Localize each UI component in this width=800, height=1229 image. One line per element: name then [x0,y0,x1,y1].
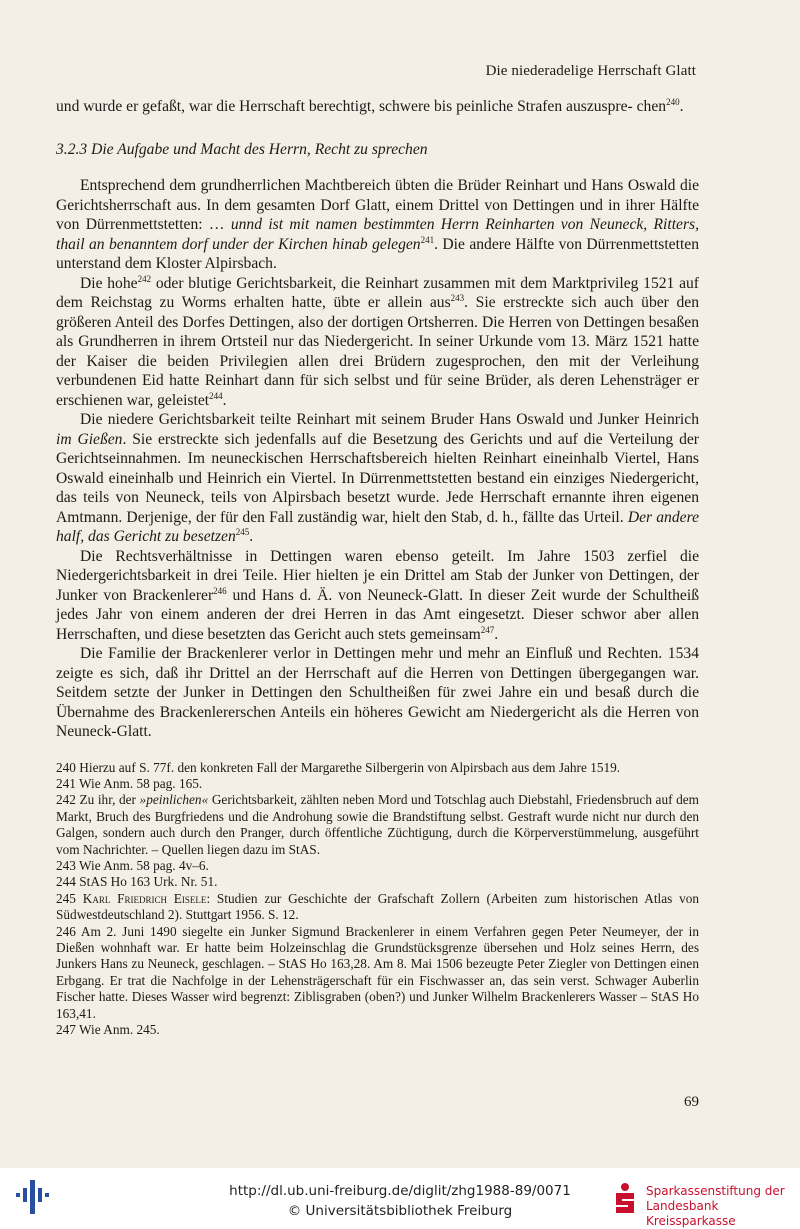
permalink-url[interactable]: http://dl.ub.uni-freiburg.de/diglit/zhg1988-89/0071 [229,1183,571,1199]
section-heading: 3.2.3 Die Aufgabe und Macht des Herrn, Recht zu sprechen [56,140,428,158]
viewer-footer [0,1168,800,1226]
sponsor-text: Sparkassenstiftung der Landesbank Kreissparkasse [646,1184,785,1228]
footnote-ref-247[interactable]: 247 [480,624,495,635]
footnote-243: 243 Wie Anm. 58 pag. 4v–6. [56,857,209,873]
author-name: Karl Friedrich Eisele [82,890,207,906]
footnote-ref-244[interactable]: 244 [209,390,223,401]
paragraph-continuation: und wurde er gefaßt, war die Herrschaft berechtigt, schwere bis peinliche Strafen auszuspre- chen$^{240}$. [56,97,684,115]
quote-italic: unnd ist mit namen bestimmten Herrn Reinharten von Neuneck, Ritters, thail an benanntem dorf under der Kirchen hinab gelegen [56,216,699,253]
copyright-notice: © Universitätsbibliothek Freiburg [287,1203,513,1219]
footnote-245: 245 Karl Friedrich Eisele: Studien zur Geschichte der Grafschaft Zollern (Arbeiten zum historischen Atlas von Südwestdeutschland 2). Stuttgart 1956. S. 12. [56,890,700,923]
paragraph-3: Die niedere Gerichtsbarkeit teilte Reinhart mit seinem Bruder Hans Oswald und Junker Heinrich im Gießen. Sie erstreckte sich jedenfalls auf die Besetzung des Gerichts und auf die Verteilung der Gerichtseinnahmen. Im neuneckischen Herrschaftsbereich hielten Reinhart eineinhalb Viertel, Hans Oswald eineinhalb und Heinrich ein Viertel. In Dürrenmettstetten bestand ein einziges Niedergericht, das teils von Neuneck, teils von Alpirsbach besetzt wurde. Jede Herrschaft ernannte ihren eigenen Amtmann. Derjenige, der für den Fall zuständig war, hielt den Stab, d. h., fällte das Urteil. Der andere half, das Gericht zu besetzen$^{245}$. [56,411,699,545]
page-number: 69 [684,1094,699,1110]
footnote-246: 246 Am 2. Juni 1490 siegelte ein Junker Sigmund Brackenlerer in einem Verfahren gegen Peter Neumeyer, der in Dießen wohnhaft war. Er hatte beim Holzeinschlag die Grundstücksgrenze übersehen und Holz seines Herrn, des Junkers Hans zu Neuneck, geschlagen. – StAS Ho 163,28. Am 8. Mai 1506 bezeugte Peter Ziegler von Dettingen einen Erbgang. Er trat die Nachfolge in der Lehensträgerschaft für ein Fischwasser an, das sein verst. Schwager Auberlin Fischer hatte. Dieses Wasser wird begrenzt: Ziblisgraben (oben?) und Junker Wilhelm Brackenlerers Wasser – StAS Ho 163,41. [56,923,699,1021]
paragraph-5: Die Familie der Brackenlerer verlor in Dettingen mehr und mehr an Einfluß und Rechten. 1534 zeigte es sich, daß ihr Drittel an der Herrschaft auf die Herren von Dettingen übergegangen war. Seitdem setzte der Junker in Dettingen den Schultheißen für zwei Jahre ein und besaß durch die Übernahme des Brackenlererschen Anteils ein höheres Gewicht am Niedergericht als die Herren von Neuneck-Glatt. [56,645,699,740]
paragraph-4: Die Rechtsverhältnisse in Dettingen waren ebenso geteilt. Im Jahre 1503 zerfiel die Niedergerichtsbarkeit in drei Teile. Hier hielten je ein Drittel am Stab der Junker von Dettingen, der Junker von Brackenlerer$^{246}$ und Hans d. Ä. von Neuneck-Glatt. In dieser Zeit wurde der Schultheiß jedes Jahr von einem anderen der drei Herren in das Amt eingesetzt. Dieser schwor aber allen Herrschaften, und diese besetzten das Gericht auch stets gemeinsam$^{247}$. [56,547,699,643]
footnote-ref-241[interactable]: 241 [420,234,435,245]
sparkasse-logo-icon [612,1182,638,1218]
footnotes [56,760,699,1039]
footnote-ref-245[interactable]: 245 [235,527,250,537]
footnote-241: 241 Wie Anm. 58 pag. 165. [56,775,203,791]
sponsor-block [612,1178,798,1228]
footnote-240: 240 Hierzu auf S. 77f. den konkreten Fall der Margarethe Silbergerin von Alpirsbach aus dem Jahre 1519. [56,759,621,775]
footnote-ref-246[interactable]: 246 [213,585,227,596]
footnote-ref-243[interactable]: 243 [450,293,465,303]
main-text [56,97,699,1038]
footnote-247: 247 Wie Anm. 245. [56,1022,160,1037]
footnote-ref-240[interactable]: 240 [666,97,680,107]
running-head: Die niederadelige Herrschaft Glatt [485,63,696,79]
paragraph-2: Die hohe$^{242}$ oder blutige Gerichtsbarkeit, die Reinhart zusammen mit dem Marktprivileg 1521 auf dem Reichstag zu Worms erhalten hatte, übte er allein aus$^{243}$. Sie erstreckte sich auch über den größeren Anteil des Dorfes Dettingen, also der dortigen Ortsherren. Die Herren von Dettingen besaßen als Grundherren in ihrem Ortsteil nur das Niedergericht. In seiner Urkunde vom 13. März 1521 hatte der Kaiser die beiden Privilegien allen drei Brüdern zugesprochen, den mit der Verleihung verbundenen Eid hatte Reinhart dann für sich selbst und für seine Brüder, als deren Lehensträger er erschienen war, geleistet$^{244}$. [56,273,700,409]
paragraph-1: Entsprechend dem grundherrlichen Machtbereich übten die Brüder Reinhart und Hans Oswald die Gerichtsherrschaft aus. In dem gesamten Dorf Glatt, einem Drittel von Dettingen und in ihrer Hälfte von Dürrenmettstetten: … unnd ist mit namen bestimmten Herrn Reinharten von Neuneck, Ritters, thail an benanntem dorf under der Kirchen hinab gelegen$^{241}$. Die andere Hälfte von Dürrenmettstetten unterstand dem Kloster Alpirsbach. [56,177,699,272]
footnote-244: 244 StAS Ho 163 Urk. Nr. 51. [56,874,218,890]
italic-quote: Der andere half, das Gericht zu besetzen [56,508,699,545]
footnote-242: 242 Zu ihr, der »peinlichen« Gerichtsbarkeit, zählten neben Mord und Totschlag auch Diebstahl, Friedensbruch auf dem Markt, Bruch des Burgfriedens und die Androhung sowie die Brandstiftung selbst. Gestraft wurde nicht nur durch den Galgen, sondern auch durch den Pranger, durch öffentliche Züchtigung, durch die Körperverstümmelung, ausgeführt vom Nachrichter. – Quellen liegen dazu im StAS. [56,792,700,857]
italic-phrase: im Gießen [56,430,123,448]
footnote-ref-242[interactable]: 242 [137,273,152,284]
